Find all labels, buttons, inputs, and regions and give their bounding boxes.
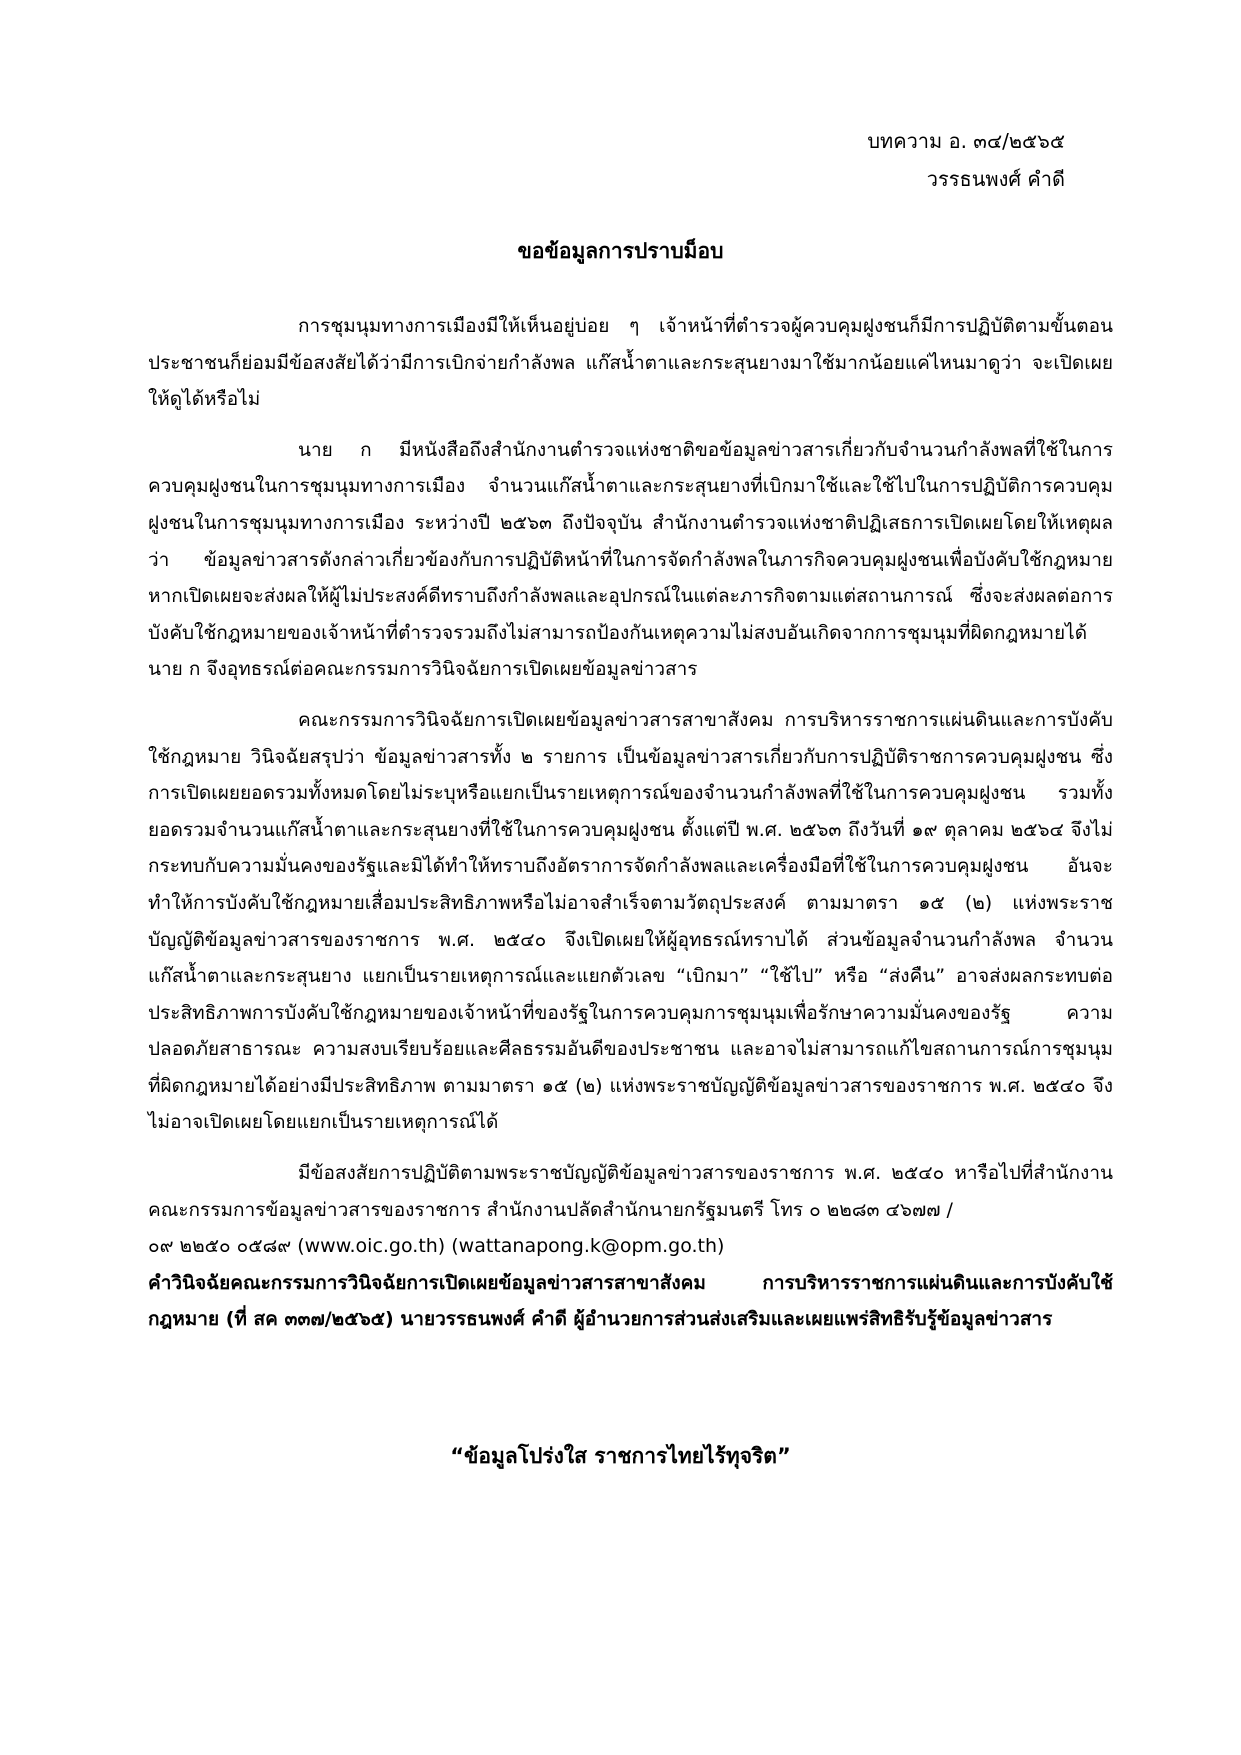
author-name: วรรธนพงศ์ คำดี <box>926 167 1065 191</box>
article-header <box>867 122 1065 198</box>
article-reference: บทความ อ. ๓๔/๒๕๖๕ <box>867 129 1065 153</box>
slogan: “ข้อมูลโปร่งใส ราชการไทยไร้ทุจริต” <box>450 1444 791 1468</box>
article-title: ขอข้อมูลการปราบม็อบ <box>517 239 724 263</box>
paragraph-decision: คณะกรรมการวินิจฉัยการเปิดเผยข้อมูลข่าวสารสาขาสังคม การบริหารราชการแผ่นดินและการบังคับใช้กฎหมาย วินิจฉัยสรุปว่า ข้อมูลข่าวสารทั้ง ๒ รายการ เป็นข้อมูลข่าวสารเกี่ยวกับการปฏิบัติราชการควบคุมฝูงชน ซึ่งการเปิดเผยยอดรวมทั้งหมดโดยไม่ระบุหรือแยกเป็นรายเหตุการณ์ของจำนวนกำลังพลที่ใช้ในการควบคุมฝูงชน รวมทั้งยอดรวมจำนวนแก๊สน้ำตาและกระสุนยางที่ใช้ในการควบคุมฝูงชน ตั้งแต่ปี พ.ศ. ๒๕๖๓ ถึงวันที่ ๑๙ ตุลาคม ๒๕๖๔ จึงไม่กระทบกับความมั่นคงของรัฐและมิได้ทำให้ทราบถึงอัตราการจัดกำลังพลและเครื่องมือที่ใช้ในการควบคุมฝูงชน อันจะทำให้การบังคับใช้กฎหมายเสื่อมประสิทธิภาพหรือไม่อาจสำเร็จตามวัตถุประสงค์ ตามมาตรา ๑๕ (๒) แห่งพระราชบัญญัติข้อมูลข่าวสารของราชการ พ.ศ. ๒๕๔๐ จึงเปิดเผยให้ผู้อุทธรณ์ทราบได้ ส่วนข้อมูลจำนวนกำลังพล จำนวนแก๊สน้ำตาและกระสุนยาง แยกเป็นรายเหตุการณ์และแยกตัวเลข “เบิกมา” “ใช้ไป” หรือ “ส่งคืน” อาจส่งผลกระทบต่อประสิทธิภาพการบังคับใช้กฎหมายของเจ้าหน้าที่ของรัฐในการควบคุมการชุมนุมเพื่อรักษาความมั่นคงของรัฐ ความปลอดภัยสาธารณะ ความสงบเรียบร้อยและศีลธรรมอันดีของประชาชน และอาจไม่สามารถแก้ไขสถานการณ์การชุมนุมที่ผิดกฎหมายได้อย่างมีประสิทธิภาพ ตามมาตรา ๑๕ (๒) แห่งพระราชบัญญัติข้อมูลข่าวสารของราชการ พ.ศ. ๒๕๔๐ จึงไม่อาจเปิดเผยโดยแยกเป็นรายเหตุการณ์ได้ <box>148 708 1113 1134</box>
article-body <box>148 308 1113 1338</box>
decision-reference: คำวินิจฉัยคณะกรรมการวินิจฉัยการเปิดเผยข้อมูลข่าวสารสาขาสังคม การบริหารราชการแผ่นดินและการบังคับใช้กฎหมาย (ที่ สค ๓๓๗/๒๕๖๕) นายวรรธนพงศ์ คำดี ผู้อำนวยการส่วนส่งเสริมและเผยแพร่สิทธิรับรู้ข้อมูลข่าวสาร <box>148 1271 1113 1331</box>
paragraph-intro: การชุมนุมทางการเมืองมีให้เห็นอยู่บ่อย ๆ เจ้าหน้าที่ตำรวจผู้ควบคุมฝูงชนก็มีการปฏิบัติตามขั้นตอน ประชาชนก็ย่อมมีข้อสงสัยได้ว่ามีการเบิกจ่ายกำลังพล แก๊สน้ำตาและกระสุนยางมาใช้มากน้อยแค่ไหนมาดูว่า จะเปิดเผยให้ดูได้หรือไม่ <box>148 315 1113 411</box>
paragraph-contact: มีข้อสงสัยการปฏิบัติตามพระราชบัญญัติข้อมูลข่าวสารของราชการ พ.ศ. ๒๕๔๐ หารือไปที่สำนักงานคณะกรรมการข้อมูลข่าวสารของราชการ สำนักงานปลัดสำนักนายกรัฐมนตรี โทร ๐ ๒๒๘๓ ๔๖๗๗ / <box>148 1162 1113 1221</box>
paragraph-case: นาย ก มีหนังสือถึงสำนักงานตำรวจแห่งชาติขอข้อมูลข่าวสารเกี่ยวกับจำนวนกำลังพลที่ใช้ในการควบคุมฝูงชนในการชุมนุมทางการเมือง จำนวนแก๊สน้ำตาและกระสุนยางที่เบิกมาใช้และใช้ไปในการปฏิบัติการควบคุมฝูงชนในการชุมนุมทางการเมือง ระหว่างปี ๒๕๖๓ ถึงปัจจุบัน สำนักงานตำรวจแห่งชาติปฏิเสธการเปิดเผยโดยให้เหตุผลว่า ข้อมูลข่าวสารดังกล่าวเกี่ยวข้องกับการปฏิบัติหน้าที่ในการจัดกำลังพลในภารกิจควบคุมฝูงชนเพื่อบังคับใช้กฎหมาย หากเปิดเผยจะส่งผลให้ผู้ไม่ประสงค์ดีทราบถึงกำลังพลและอุปกรณ์ในแต่ละภารกิจตามแต่สถานการณ์ ซึ่งจะส่งผลต่อการบังคับใช้กฎหมายของเจ้าหน้าที่ตำรวจรวมถึงไม่สามารถป้องกันเหตุความไม่สงบอันเกิดจากการชุมนุมที่ผิดกฎหมายได้ นาย ก จึงอุทธรณ์ต่อคณะกรรมการวินิจฉัยการเปิดเผยข้อมูลข่าวสาร <box>148 438 1113 681</box>
contact-details: ๐๙ ๒๒๕๐ ๐๕๘๙ (www.oic.go.th) (wattanapong.k@opm.go.th) <box>148 1235 725 1258</box>
